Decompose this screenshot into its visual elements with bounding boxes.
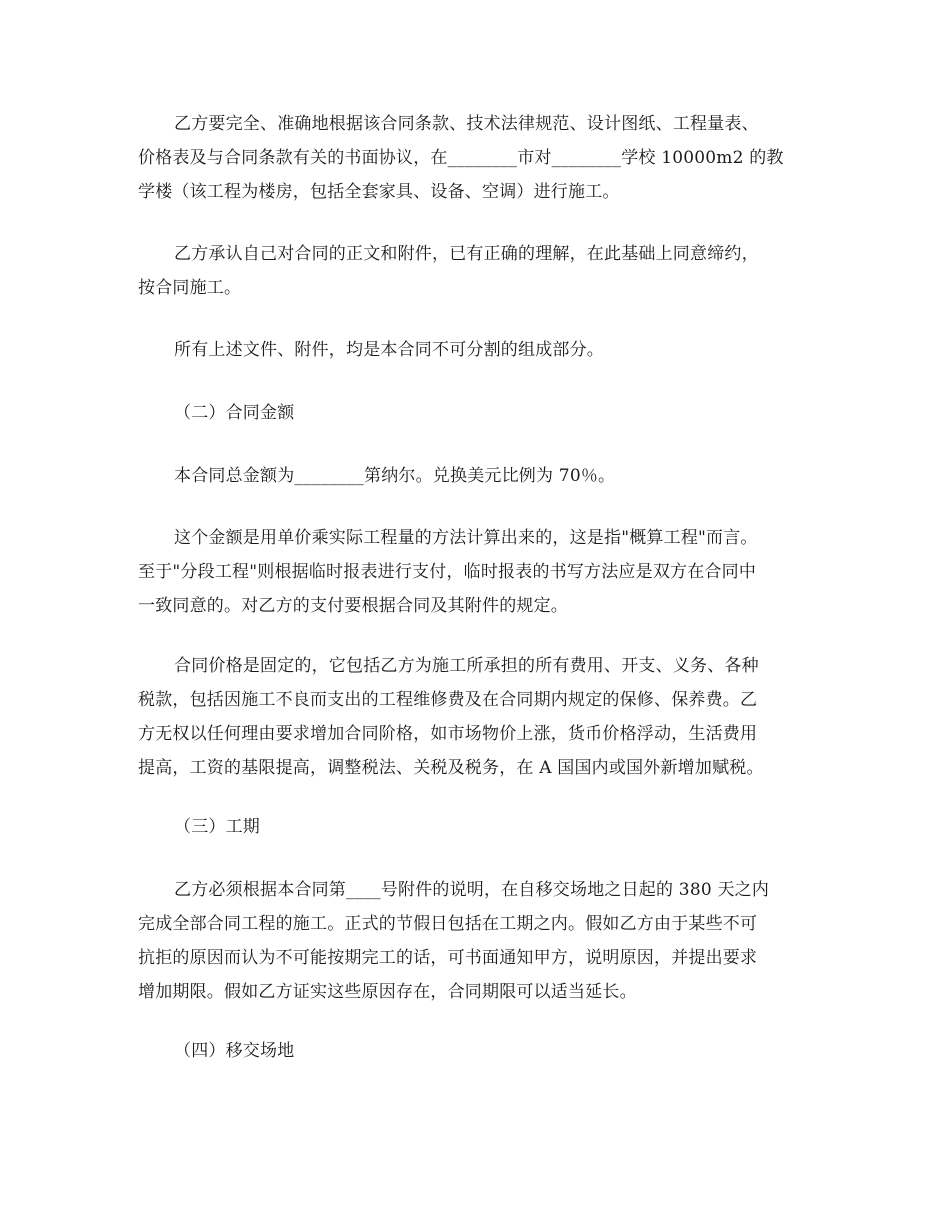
text-line: 完成全部合同工程的施工。正式的节假日包括在工期之内。假如乙方由于某些不可 bbox=[138, 914, 758, 934]
paragraph-integral-parts bbox=[138, 333, 818, 367]
text-line: 税款，包括因施工不良而支出的工程维修费及在合同期内规定的保修、保养费。乙 bbox=[138, 690, 758, 710]
paragraph-construction-period bbox=[138, 873, 818, 1009]
paragraph-acknowledgement bbox=[138, 237, 818, 305]
paragraph-total-amount bbox=[138, 459, 818, 493]
text-line: 本合同总金额为________第纳尔。兑换美元比例为 70％。 bbox=[174, 466, 616, 486]
paragraph-amount-calculation bbox=[138, 521, 818, 623]
text-line: 合同价格是固定的，它包括乙方为施工所承担的所有费用、开支、义务、各种 bbox=[174, 656, 759, 676]
section-heading-contract-amount bbox=[138, 396, 818, 430]
text-line: （四）移交场地 bbox=[174, 1041, 295, 1061]
text-line: 乙方承认自己对合同的正文和附件，已有正确的理解，在此基础上同意缔约， bbox=[174, 244, 759, 264]
text-line: 乙方要完全、准确地根据该合同条款、技术法律规范、设计图纸、工程量表、 bbox=[174, 114, 759, 134]
text-line: 这个金额是用单价乘实际工程量的方法计算出来的，这是指"概算工程"而言。 bbox=[174, 528, 758, 548]
paragraph-scope-of-work bbox=[138, 107, 818, 209]
text-line: 价格表及与合同条款有关的书面协议，在________市对________学校 10000m2 的教 bbox=[138, 148, 784, 168]
text-line: 抗拒的原因而认为不可能按期完工的话，可书面通知甲方，说明原因，并提出要求 bbox=[138, 948, 758, 968]
text-line: 乙方必须根据本合同第____号附件的说明，在自移交场地之日起的 380 天之内 bbox=[174, 880, 770, 900]
text-line: 所有上述文件、附件，均是本合同不可分割的组成部分。 bbox=[174, 340, 604, 360]
text-line: 至于"分段工程"则根据临时报表进行支付，临时报表的书写方法应是双方在合同中 bbox=[138, 562, 757, 582]
paragraph-fixed-price bbox=[138, 649, 818, 785]
text-line: 方无权以任何理由要求增加合同阶格，如市场物价上涨，货币价格浮动，生活费用 bbox=[138, 724, 758, 744]
text-line: 增加期限。假如乙方证实这些原因存在，合同期限可以适当延长。 bbox=[138, 982, 637, 1002]
text-line: （三）工期 bbox=[174, 817, 260, 837]
section-heading-construction-period bbox=[138, 810, 818, 844]
text-line: 按合同施工。 bbox=[138, 278, 242, 298]
text-line: 一致同意的。对乙方的支付要根据合同及其附件的规定。 bbox=[138, 596, 568, 616]
text-line: 提高，工资的基限提高，调整税法、关税及税务，在 A 国国内或国外新增加赋税。 bbox=[138, 758, 764, 778]
section-heading-site-handover bbox=[138, 1034, 818, 1068]
text-line: 学楼（该工程为楼房，包括全套家具、设备、空调）进行施工。 bbox=[138, 182, 620, 202]
text-line: （二）合同金额 bbox=[174, 403, 295, 423]
